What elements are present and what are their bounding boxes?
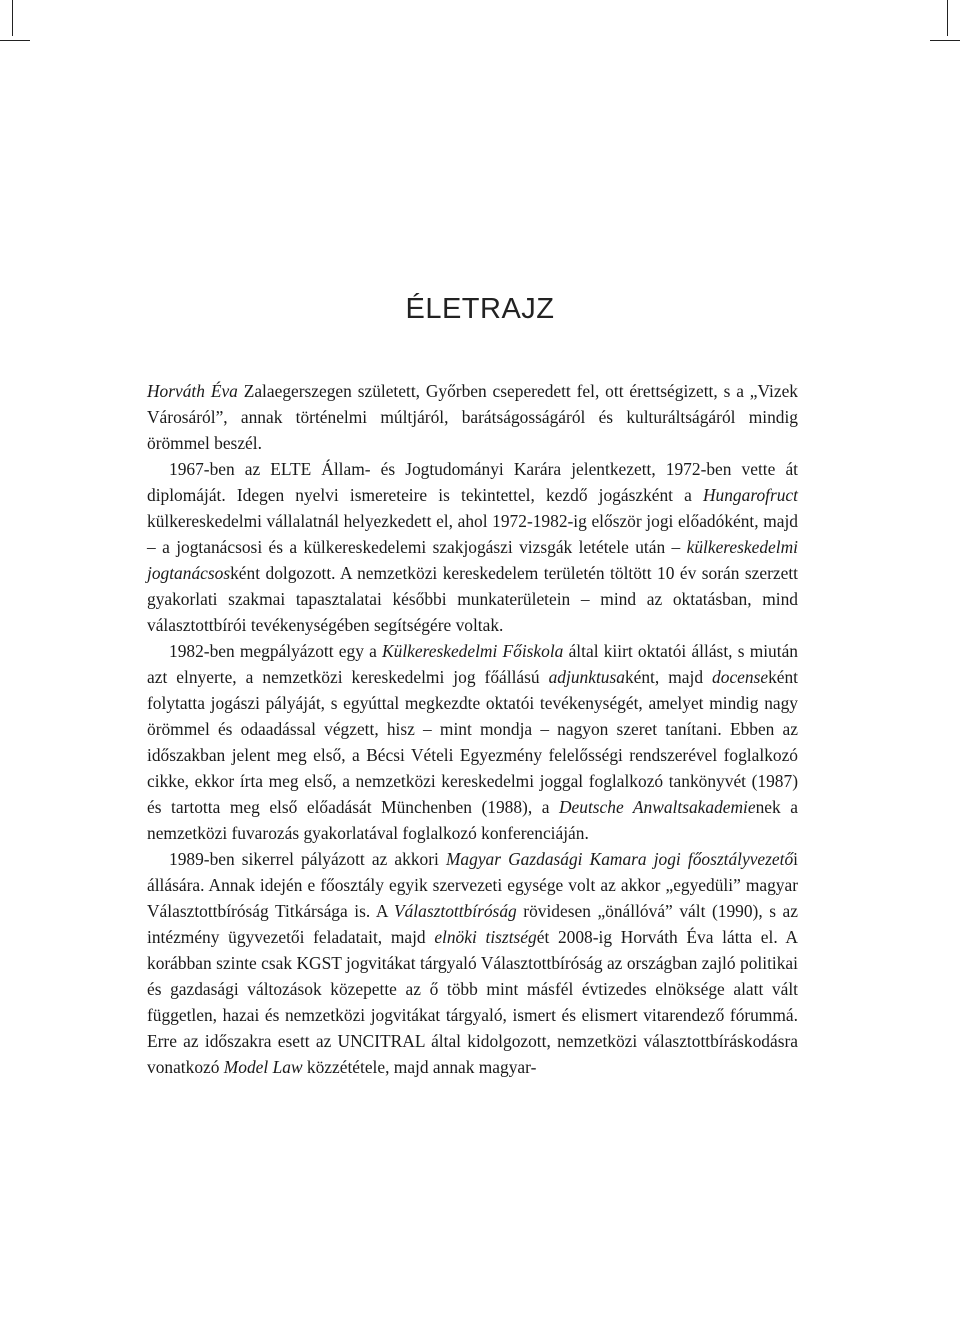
italic-term: adjunktusa	[548, 667, 625, 687]
italic-term: Model Law	[223, 1057, 303, 1077]
text-run: ként folytatta jogászi pályáját, s egyúttal megkezdte oktatói tevékenységét, amelyet mindig nagy örömmel és odaadással végzett, hisz – mint mondja – nagyon szeret tanítani. Ebben az időszakban jelent meg első, a Bécsi Vételi Egyezmény felelősségi rendszerével foglalkozó cikke, ekkor írta meg első, a nemzetközi kereskedelmi joggal foglalkozó tankönyvét (1987) és tartotta meg első előadását Münchenben (1988), a	[147, 667, 799, 817]
text-run: külkereskedelmi vállalatnál helyezkedett el, ahol 1972-1982-ig először jogi előadóként, majd – a jogtanácsosi és a külkereskedelemi szakjogászi vizsgák letétele után –	[147, 511, 798, 557]
text-run: ként dolgozott. A nemzetközi kereskedelem területén töltött 10 év során szerzett gyakorlati szakmai tapasztalatai későbbi munkaterületein – mind az oktatásban, mind választottbírói tevékenységében segítségére voltak.	[147, 563, 798, 635]
italic-term: elnöki tisztség	[434, 927, 537, 947]
paragraph	[147, 846, 798, 1080]
page-title: ÉLETRAJZ	[405, 293, 555, 325]
text-run: nek a nemzetközi fuvarozás gyakorlatával foglalkozó konferenciáján.	[147, 797, 798, 843]
text-run: által kiirt oktatói állást, s miután azt elnyerte, a nemzetközi kereskedelmi jog főállású	[147, 641, 798, 687]
text-run: rövidesen „önállóvá” vált (1990), s az intézmény ügyvezetői feladatait, majd	[147, 901, 798, 947]
italic-term: Horváth Éva	[147, 381, 238, 401]
biography-text	[147, 378, 798, 1080]
crop-mark-top-right-vertical	[947, 0, 948, 36]
italic-term: docense	[712, 667, 769, 687]
text-run: 1982-ben megpályázott egy a	[169, 641, 383, 661]
text-run: közzététele, majd annak magyar-	[302, 1057, 537, 1077]
paragraph	[147, 638, 798, 846]
text-run: 1989-ben sikerrel pályázott az akkori	[169, 849, 446, 869]
italic-term: Magyar Gazdasági Kamara jogi főosztályvezető	[445, 849, 794, 869]
crop-mark-top-left-horizontal	[0, 40, 30, 41]
text-run: 1967-ben az ELTE Állam- és Jogtudományi Karára jelentkezett, 1972-ben vette át diplomáját. Idegen nyelvi ismereteire is tekintettel, kezdő jogászként a	[147, 459, 798, 505]
text-run: ét 2008-ig Horváth Éva látta el. A korábban szinte csak KGST jogvitákat tárgyaló Választottbíróság az országban zajló politikai és gazdasági változások közepette az ő több mint másfél évtizedes elnöksége alatt vált független, hazai és nemzetközi jogvitákat tárgyaló, ismert és elismert vitarendező fórummá. Erre az időszakra esett az UNCITRAL által kidolgozott, nemzetközi választottbíráskodásra vonatkozó	[147, 927, 798, 1077]
italic-term: Hungarofruct	[702, 485, 798, 505]
italic-term: Külkereskedelmi Főiskola	[382, 641, 564, 661]
text-run: ként, majd	[624, 667, 713, 687]
italic-term: Deutsche Anwaltsakademie	[558, 797, 756, 817]
italic-term: külkereskedelmi jogtanácsos	[147, 537, 798, 583]
paragraph	[147, 378, 798, 456]
paragraph	[147, 456, 798, 638]
text-run: i állására. Annak idején e főosztály egyik szervezeti egysége volt az akkor „egyedüli” magyar Választottbíróság Titkársága is. A	[147, 849, 798, 921]
crop-mark-top-left-vertical	[12, 0, 13, 36]
italic-term: Választottbíróság	[393, 901, 517, 921]
text-run: Zalaegerszegen született, Győrben cseperedett fel, ott érettségizett, s a „Vizek Városáról”, annak történelmi múltjáról, barátságosságáról és kulturáltságáról mindig örömmel beszél.	[147, 381, 798, 453]
crop-mark-top-right-horizontal	[930, 40, 960, 41]
